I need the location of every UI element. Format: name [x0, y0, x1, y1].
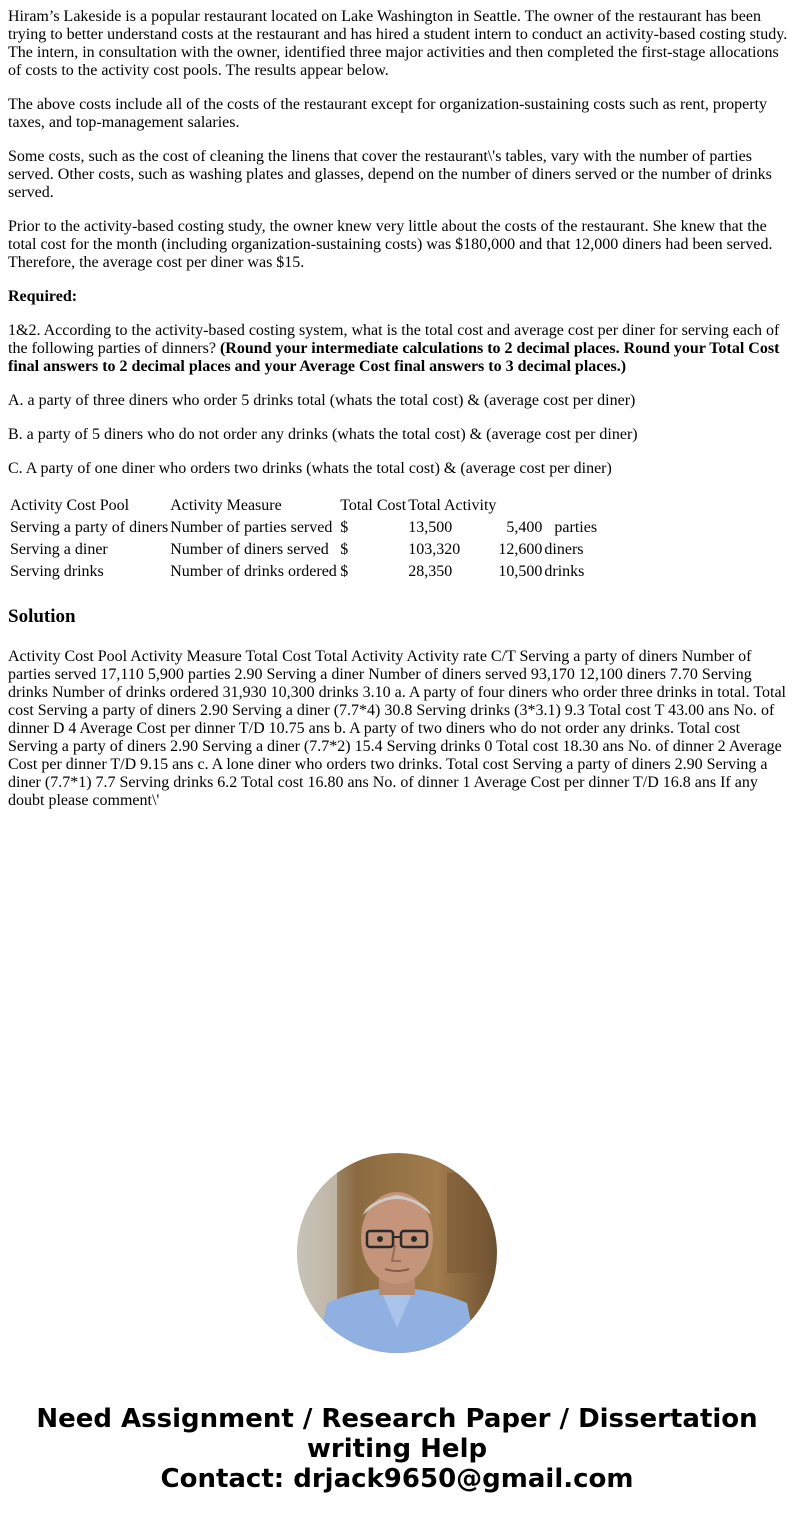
promo-line-2: writing Help [306, 1434, 488, 1464]
document-body [8, 8, 788, 810]
average-cost-paragraph: Prior to the activity-based costing study, the owner knew very little about the costs of the restaurant. She knew that the total cost for the month (including organization-sustaining costs) was $180,000 and that 12,000 diners had been served. Therefore, the average cost per diner was $15. [8, 218, 773, 271]
cost-drivers-paragraph: Some costs, such as the cost of cleaning the linens that cover the restaurant\'s tables, vary with the number of parties served. Other costs, such as washing plates and glasses, depend on the number of diners served or the number of drinks served. [8, 148, 772, 201]
promo-banner [0, 1404, 794, 1494]
table-row [10, 518, 597, 538]
cell-unit: drinks [544, 563, 585, 580]
cell-activity: 10,500 [498, 563, 543, 580]
cell-activity: 5,400 [506, 519, 543, 536]
cell-cost: 13,500 [408, 519, 453, 536]
avatar [297, 1153, 497, 1353]
header-total-activity: Total Activity [408, 497, 497, 514]
header-activity-cost-pool: Activity Cost Pool [10, 497, 130, 514]
promo-line-1: Need Assignment / Research Paper / Dissertation [36, 1404, 758, 1434]
cell-currency: $ [340, 563, 349, 580]
question-rounding-note: (Round your intermediate calculations to 2 decimal places. Round your Total Cost final answers to 2 decimal places and your Average Cost final answers to 3 decimal places.) [8, 340, 780, 375]
cell-activity: 12,600 [498, 541, 543, 558]
cell-cost: 103,320 [408, 541, 461, 558]
question-text: 1&2. According to the activity-based costing system, what is the total cost and average cost per diner for serving each of the following parties of dinners? [8, 322, 780, 357]
part-a: A. a party of three diners who order 5 drinks total (whats the total cost) & (average cost per diner) [8, 392, 636, 409]
cell-currency: $ [340, 541, 349, 558]
solution-heading: Solution [8, 606, 76, 627]
cell-pool: Serving a party of diners [10, 519, 169, 536]
solution-text: Activity Cost Pool Activity Measure Total Cost Total Activity Activity rate C/T Serving a party of diners Number of parties served 17,110 5,900 parties 2.90 Serving a diner Number of diners served 93,170 12,100 diners 7.70 Serving drinks Number of drinks ordered 31,930 10,300 drinks 3.10 a. A party of four diners who order three drinks in total. Total cost Serving a party of diners 2.90 Serving a diner (7.7*4) 30.8 Serving drinks (3*3.1) 9.3 Total cost T 43.00 ans No. of dinner D 4 Average Cost per dinner T/D 10.75 ans b. A party of two diners who do not order any drinks. Total cost Serving a party of diners 2.90 Serving a diner (7.7*2) 15.4 Serving drinks 0 Total cost 18.30 ans No. of dinner 2 Average Cost per dinner T/D 9.15 ans c. A lone diner who orders two drinks. Total cost Serving a party of diners 2.90 Serving a diner (7.7*1) 7.7 Serving drinks 6.2 Total cost 16.80 ans No. of dinner 1 Average Cost per dinner T/D 16.8 ans If any doubt please comment\' [8, 648, 786, 809]
cell-unit: parties [554, 519, 598, 536]
table-header-row [10, 496, 597, 516]
cell-cost: 28,350 [408, 563, 453, 580]
intro-paragraph: Hiram’s Lakeside is a popular restaurant located on Lake Washington in Seattle. The owner of the restaurant has been trying to better understand costs at the restaurant and has hired a student intern to conduct an activity-based costing study. The intern, in consultation with the owner, identified three major activities and then completed the first-stage allocations of costs to the activity cost pools. The results appear below. [8, 8, 788, 79]
table-row [10, 562, 597, 582]
cell-measure: Number of drinks ordered [170, 563, 337, 580]
cell-unit: diners [544, 541, 584, 558]
cell-measure: Number of parties served [170, 519, 333, 536]
costs-note-paragraph: The above costs include all of the costs of the restaurant except for organization-sustaining costs such as rent, property taxes, and top-management salaries. [8, 96, 768, 131]
part-b: B. a party of 5 diners who do not order any drinks (whats the total cost) & (average cost per diner) [8, 426, 638, 443]
cell-measure: Number of diners served [170, 541, 329, 558]
part-c: C. A party of one diner who orders two drinks (whats the total cost) & (average cost per diner) [8, 460, 612, 477]
cell-pool: Serving drinks [10, 563, 104, 580]
header-activity-measure: Activity Measure [170, 497, 282, 514]
required-label: Required: [8, 288, 78, 305]
activity-cost-pool-table [8, 494, 599, 584]
avatar-portrait-icon [297, 1153, 497, 1353]
promo-contact: Contact: drjack9650@gmail.com [160, 1464, 634, 1494]
question-paragraph [8, 322, 788, 376]
cell-currency: $ [340, 519, 349, 536]
table-row [10, 540, 597, 560]
cell-pool: Serving a diner [10, 541, 108, 558]
header-total-cost: Total Cost [340, 497, 407, 514]
